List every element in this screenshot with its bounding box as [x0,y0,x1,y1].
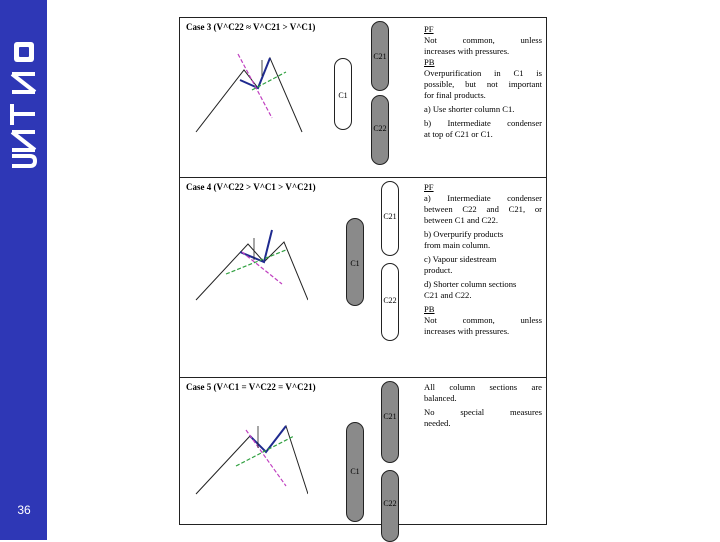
vmin-diagram [190,396,308,506]
note-line: product. [424,265,453,275]
note-line: balanced. [424,393,457,403]
column-c21: C21 [371,21,389,91]
note-line: b) Intermediate condenser [424,118,542,128]
note-line: Not common, unless [424,315,542,325]
note-line: possible, but not important [424,79,542,89]
note-line: between C1 and C22. [424,215,498,225]
note-line: between C22 and C21, or [424,204,542,214]
vmin-diagram [190,40,308,150]
case-notes [424,382,542,429]
note-line: from main column. [424,240,491,250]
note-line: at top of C21 or C1. [424,129,493,139]
column-c22: C22 [381,470,399,542]
case-panel-4 [180,178,546,378]
column-c21: C21 [381,181,399,256]
column-c1: C1 [346,422,364,522]
note-line: All column sections are [424,382,542,392]
case-notes [424,24,542,140]
note-line: a) Intermediate condenser [424,193,542,203]
column-c1: C1 [346,218,364,306]
pf-heading: PF [424,182,434,192]
case-title: Case 4 (V^C22 > V^C1 > V^C21) [186,182,316,192]
case-panel-5 [180,378,546,524]
column-c22: C22 [381,263,399,341]
note-line: for final products. [424,90,486,100]
note-line: needed. [424,418,451,428]
case-notes [424,182,542,337]
column-c1: C1 [334,58,352,130]
column-c22: C22 [371,95,389,165]
note-line: Not common, unless [424,35,542,45]
case-title: Case 3 (V^C22 ≈ V^C21 > V^C1) [186,22,316,32]
case-title: Case 5 (V^C1 = V^C22 = V^C21) [186,382,316,392]
pb-heading: PB [424,304,435,314]
note-line: increases with pressures. [424,326,510,336]
pf-heading: PF [424,24,434,34]
note-line: d) Shorter column sections [424,279,517,289]
vmin-diagram [190,196,308,306]
figure [179,17,547,525]
sidebar [0,0,47,540]
note-line: No special measures [424,407,542,417]
case-panel-3 [180,18,546,178]
note-line: c) Vapour sidestream [424,254,497,264]
note-line: a) Use shorter column C1. [424,104,515,114]
note-line: C21 and C22. [424,290,472,300]
note-line: b) Overpurify products [424,229,504,239]
note-line: increases with pressures. [424,46,510,56]
page-number: 36 [17,503,31,517]
ntnu-logo [0,30,47,170]
pb-heading: PB [424,57,435,67]
note-line: Overpurification in C1 is [424,68,542,78]
column-c21: C21 [381,381,399,463]
